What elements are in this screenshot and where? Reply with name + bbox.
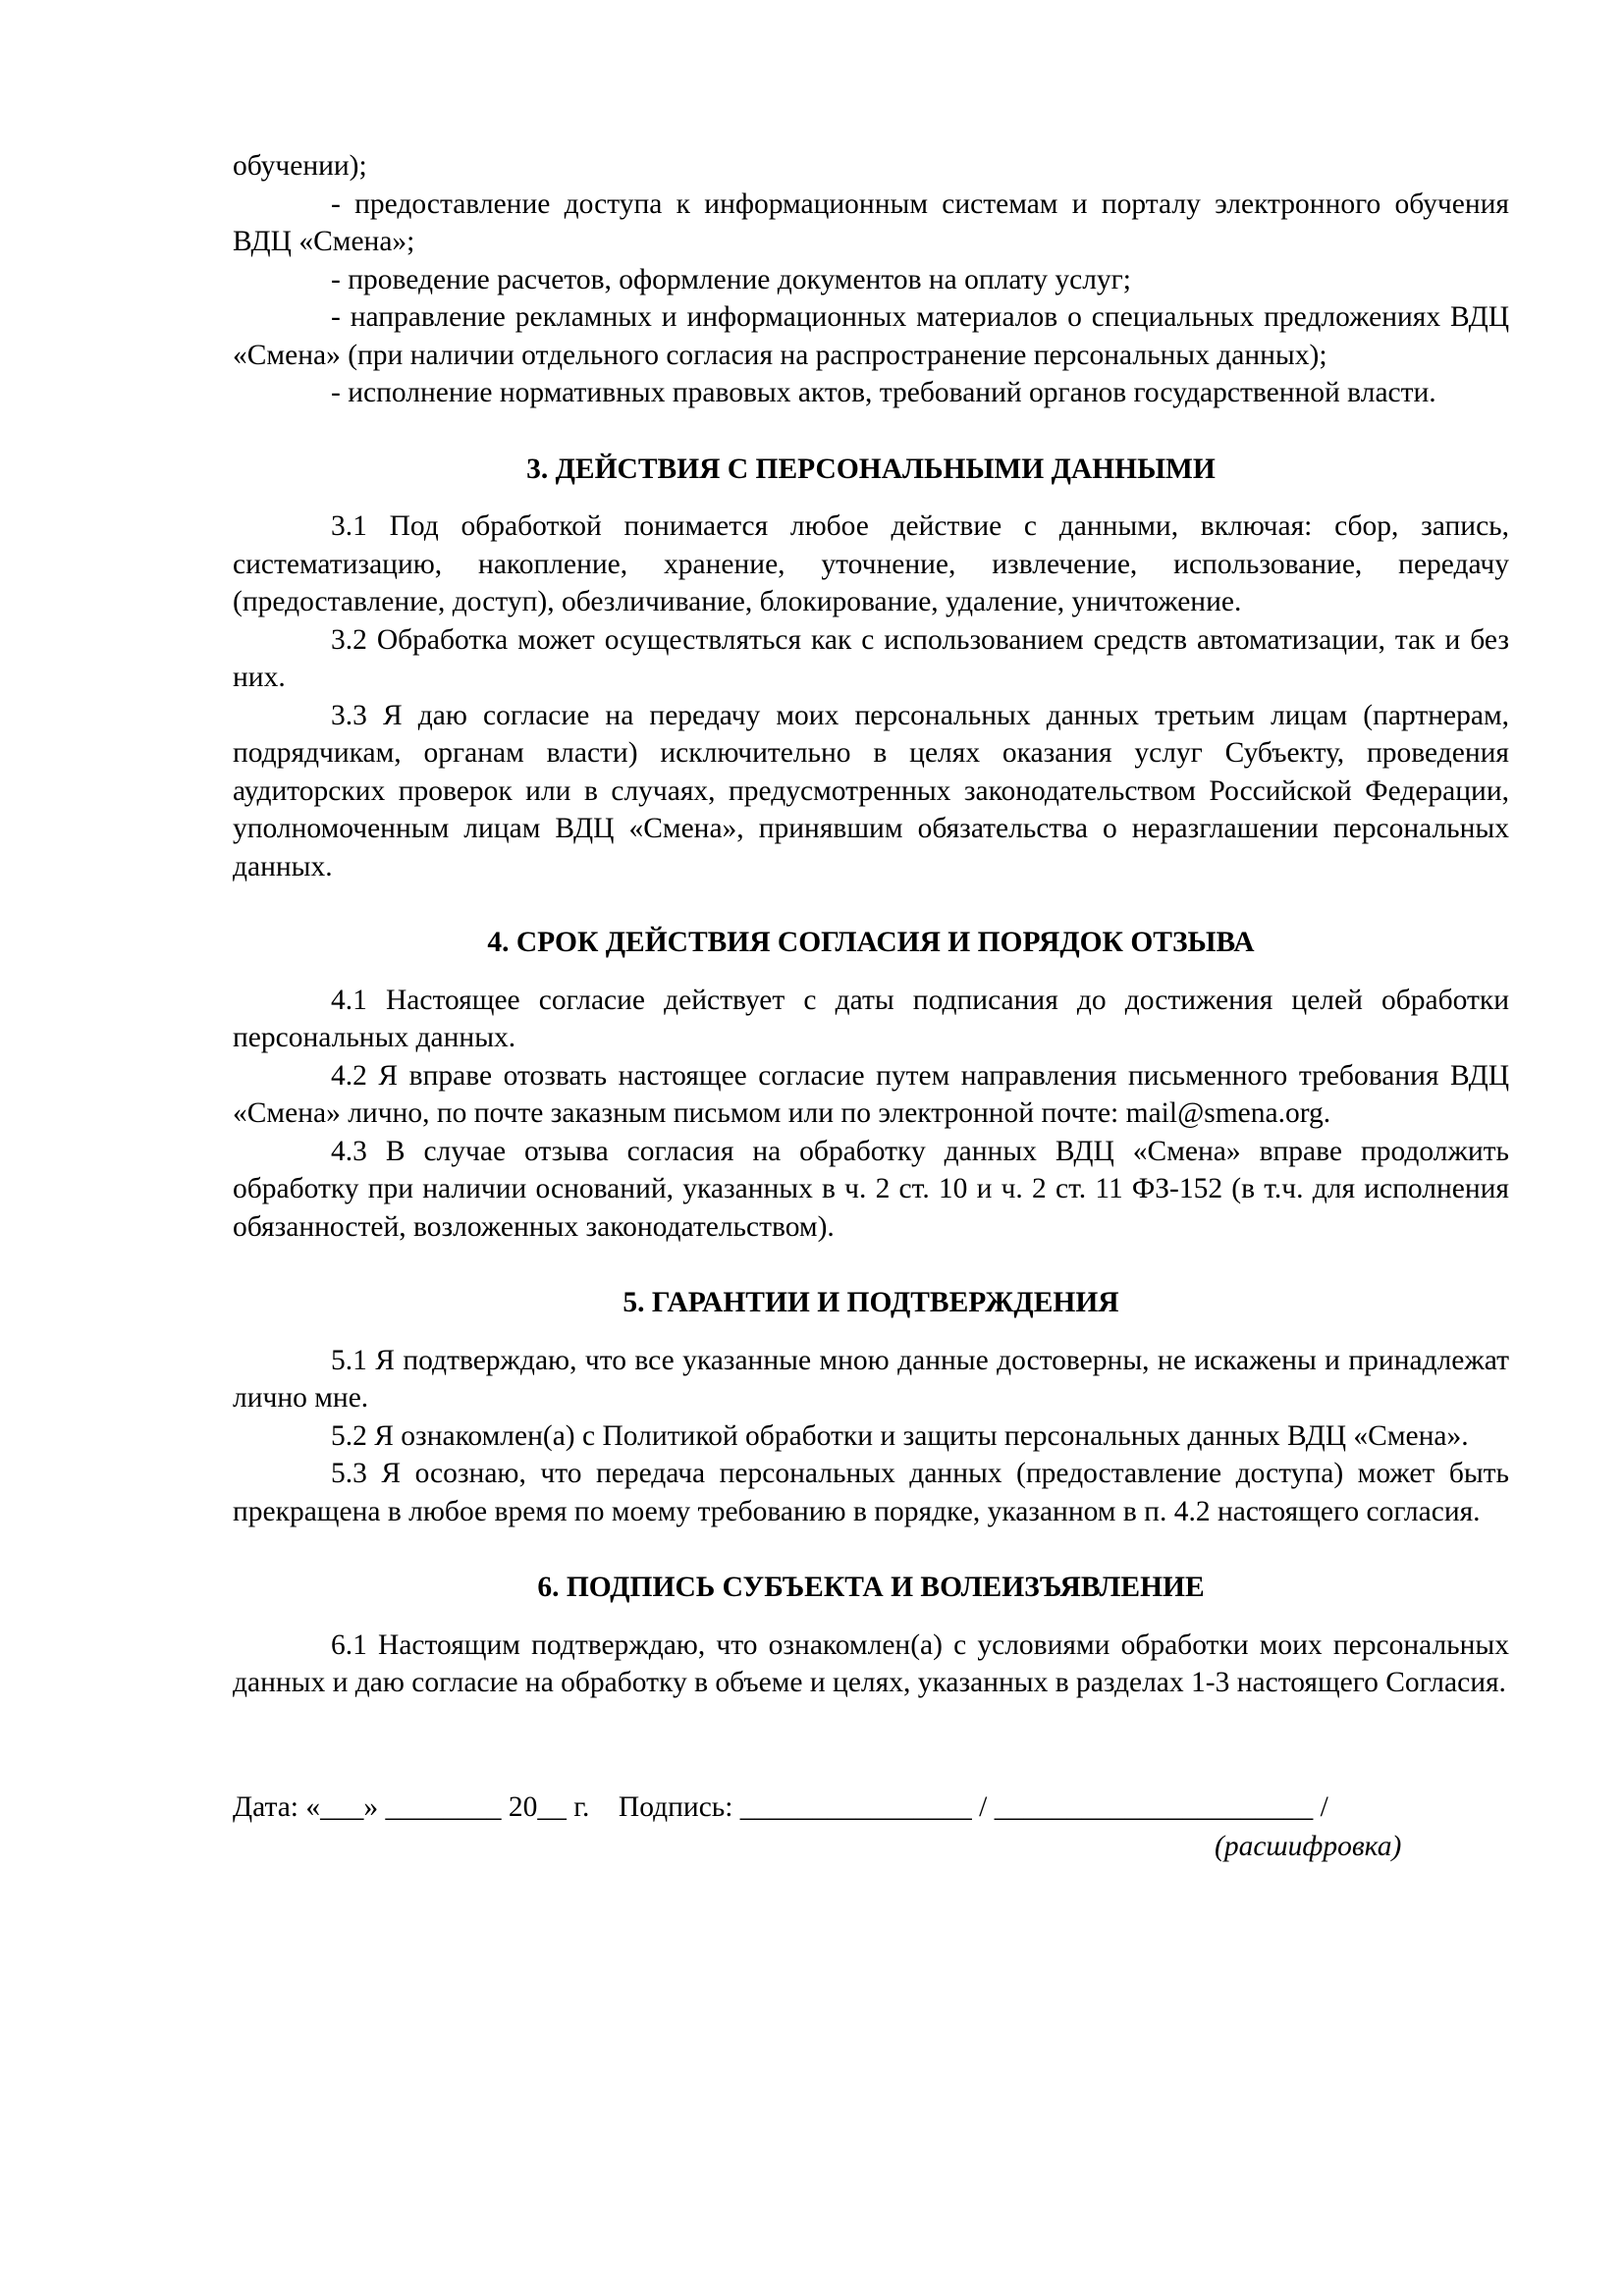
signature-row (233, 1789, 1509, 1862)
section-5 (233, 1284, 1509, 1530)
intro-item-4: - исполнение нормативных правовых актов, требований органов государственной власти. (331, 377, 1436, 408)
section-title: 4. СРОК ДЕЙСТВИЯ СОГЛАСИЯ И ПОРЯДОК ОТЗЫВА (487, 927, 1255, 958)
intro-continued-line: обучении); (233, 150, 367, 182)
intro-item-1: - предоставление доступа к информационным системам и порталу электронного обучения ВДЦ «Смена»; (233, 187, 1509, 257)
intro-item-3: - направление рекламных и информационных материалов о специальных предложениях ВДЦ «Смена» (при наличии отдельного согласия на распространение персональных данных); (233, 301, 1509, 371)
date-field[interactable]: Дата: «___» ________ 20__ г. (233, 1790, 590, 1823)
section-4 (233, 924, 1509, 1246)
section-title: 3. ДЕЙСТВИЯ С ПЕРСОНАЛЬНЫМИ ДАННЫМИ (526, 453, 1216, 485)
paragraph-3-2: 3.2 Обработка может осуществляться как с использованием средств автоматизации, так и без них. (233, 623, 1509, 693)
paragraph-3-1: 3.1 Под обработкой понимается любое действие с данными, включая: сбор, запись, систематизацию, накопление, хранение, уточнение, извлечение, использование, передачу (предоставление, доступ), обезличивание, блокирование, удаление, уничтожение. (233, 510, 1509, 617)
section-6 (233, 1569, 1509, 1702)
intro-item-2: - проведение расчетов, оформление документов на оплату услуг; (331, 263, 1131, 295)
signature-field[interactable]: Подпись: ________________ / ______________________ / (618, 1790, 1328, 1823)
paragraph-6-1: 6.1 Настоящим подтверждаю, что ознакомлен(а) с условиями обработки моих персональных данных и даю согласие на обработку в объеме и целях, указанных в разделах 1-3 настоящего Согласия. (233, 1629, 1509, 1698)
paragraph-4-1: 4.1 Настоящее согласие действует с даты подписания до достижения целей обработки персональных данных. (233, 984, 1509, 1053)
paragraph-5-3: 5.3 Я осознаю, что передача персональных данных (предоставление доступа) может быть прекращена в любое время по моему требованию в порядке, указанном в п. 4.2 настоящего согласия. (233, 1458, 1509, 1527)
paragraph-3-3: 3.3 Я даю согласие на передачу моих персональных данных третьим лицам (партнерам, подрядчикам, органам власти) исключительно в целях оказания услуг Субъекту, проведения аудиторских проверок или в случаях, предусмотренных законодательством Российской Федерации, уполномоченным лицам ВДЦ «Смена», принявшим обязательства о неразглашении персональных данных. (233, 699, 1509, 882)
document-page (233, 147, 1509, 1862)
section-title: 5. ГАРАНТИИ И ПОДТВЕРЖДЕНИЯ (623, 1287, 1119, 1318)
decode-caption: (расшифровка) (1215, 1830, 1402, 1862)
paragraph-4-2: 4.2 Я вправе отозвать настоящее согласие путем направления письменного требования ВДЦ «Смена» лично, по почте заказным письмом или по электронной почте: mail@smena.org. (233, 1059, 1509, 1129)
paragraph-5-2: 5.2 Я ознакомлен(а) с Политикой обработки и защиты персональных данных ВДЦ «Смена». (331, 1419, 1469, 1452)
section-3 (233, 451, 1509, 886)
section-title: 6. ПОДПИСЬ СУБЪЕКТА И ВОЛЕИЗЪЯВЛЕНИЕ (537, 1572, 1205, 1603)
paragraph-5-1: 5.1 Я подтверждаю, что все указанные мною данные достоверны, не искажены и принадлежат лично мне. (233, 1344, 1509, 1414)
paragraph-4-3: 4.3 В случае отзыва согласия на обработку данных ВДЦ «Смена» вправе продолжить обработку при наличии оснований, указанных в ч. 2 ст. 10 и ч. 2 ст. 11 ФЗ-152 (в т.ч. для исполнения обязанностей, возложенных законодательством). (233, 1135, 1509, 1243)
